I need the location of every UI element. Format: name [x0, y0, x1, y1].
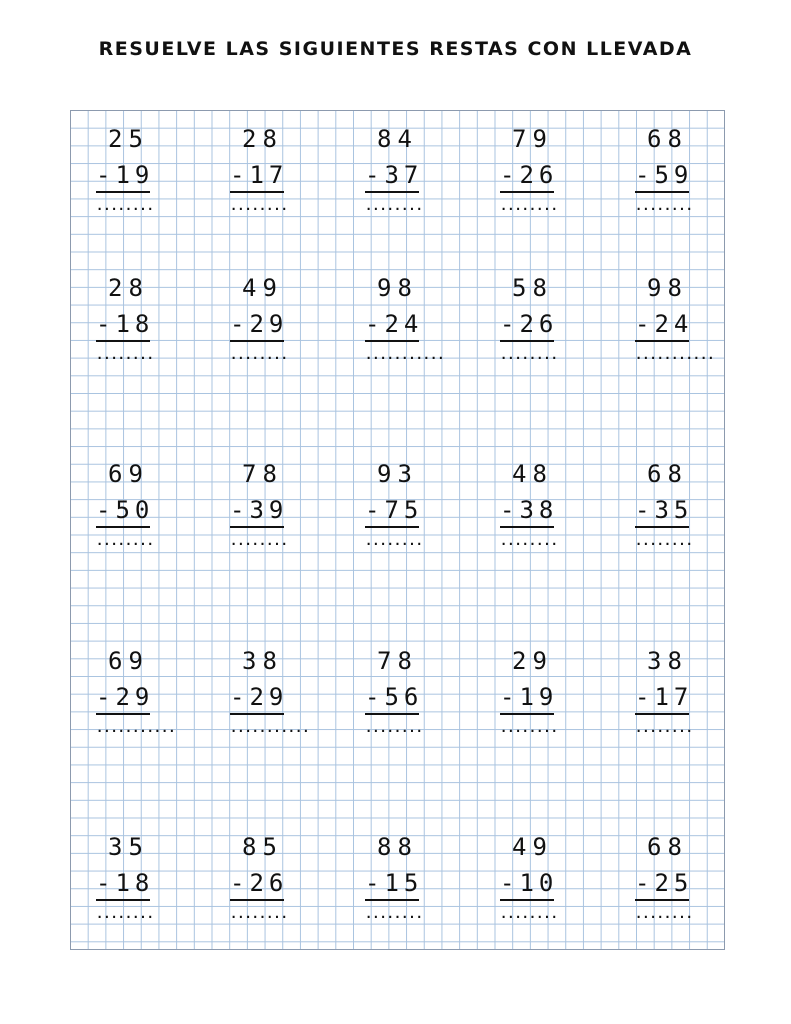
minuend: 28	[242, 125, 283, 153]
minuend: 49	[242, 274, 283, 302]
minuend: 79	[512, 125, 553, 153]
minuend: 98	[647, 274, 688, 302]
minuend: 78	[242, 460, 283, 488]
answer-blank[interactable]: ........	[365, 907, 423, 921]
minuend: 93	[377, 460, 418, 488]
answer-blank[interactable]: ........	[96, 907, 154, 921]
subtrahend: -29	[96, 683, 150, 715]
subtrahend: -24	[635, 310, 689, 342]
minuend: 38	[242, 647, 283, 675]
subtrahend: -15	[365, 869, 419, 901]
subtrahend: -75	[365, 496, 419, 528]
answer-blank[interactable]: ........	[365, 199, 423, 213]
minuend: 68	[647, 833, 688, 861]
minuend: 98	[377, 274, 418, 302]
subtrahend: -39	[230, 496, 284, 528]
minuend: 38	[647, 647, 688, 675]
subtrahend: -17	[230, 161, 284, 193]
answer-blank[interactable]: ........	[96, 199, 154, 213]
answer-blank[interactable]: ........	[365, 534, 423, 548]
subtrahend: -26	[500, 310, 554, 342]
answer-blank[interactable]: ........	[500, 534, 558, 548]
answer-blank[interactable]: ........	[365, 721, 423, 735]
minuend: 69	[108, 647, 149, 675]
subtrahend: -26	[230, 869, 284, 901]
answer-blank[interactable]: ........	[230, 199, 288, 213]
answer-blank[interactable]: ...........	[365, 348, 445, 362]
subtrahend: -18	[96, 869, 150, 901]
subtrahend: -19	[96, 161, 150, 193]
minuend: 69	[108, 460, 149, 488]
subtrahend: -56	[365, 683, 419, 715]
graph-paper-grid	[70, 110, 725, 950]
minuend: 78	[377, 647, 418, 675]
answer-blank[interactable]: ........	[635, 534, 693, 548]
answer-blank[interactable]: ........	[96, 534, 154, 548]
answer-blank[interactable]: ........	[635, 721, 693, 735]
answer-blank[interactable]: ...........	[230, 721, 310, 735]
subtrahend: -37	[365, 161, 419, 193]
answer-blank[interactable]: ........	[635, 907, 693, 921]
subtrahend: -10	[500, 869, 554, 901]
minuend: 58	[512, 274, 553, 302]
answer-blank[interactable]: ........	[96, 348, 154, 362]
answer-blank[interactable]: ........	[635, 199, 693, 213]
subtrahend: -29	[230, 683, 284, 715]
minuend: 25	[108, 125, 149, 153]
minuend: 68	[647, 460, 688, 488]
minuend: 49	[512, 833, 553, 861]
subtrahend: -18	[96, 310, 150, 342]
subtrahend: -38	[500, 496, 554, 528]
answer-blank[interactable]: ........	[500, 348, 558, 362]
subtrahend: -50	[96, 496, 150, 528]
minuend: 84	[377, 125, 418, 153]
minuend: 35	[108, 833, 149, 861]
answer-blank[interactable]: ........	[500, 199, 558, 213]
answer-blank[interactable]: ........	[230, 348, 288, 362]
subtrahend: -59	[635, 161, 689, 193]
answer-blank[interactable]: ........	[500, 721, 558, 735]
minuend: 29	[512, 647, 553, 675]
subtrahend: -26	[500, 161, 554, 193]
minuend: 28	[108, 274, 149, 302]
minuend: 68	[647, 125, 688, 153]
subtrahend: -19	[500, 683, 554, 715]
subtrahend: -24	[365, 310, 419, 342]
answer-blank[interactable]: ...........	[635, 348, 715, 362]
minuend: 88	[377, 833, 418, 861]
answer-blank[interactable]: ........	[230, 907, 288, 921]
answer-blank[interactable]: ...........	[96, 721, 176, 735]
answer-blank[interactable]: ........	[230, 534, 288, 548]
answer-blank[interactable]: ........	[500, 907, 558, 921]
minuend: 48	[512, 460, 553, 488]
subtrahend: -17	[635, 683, 689, 715]
subtrahend: -29	[230, 310, 284, 342]
subtrahend: -25	[635, 869, 689, 901]
minuend: 85	[242, 833, 283, 861]
worksheet-title: RESUELVE LAS SIGUIENTES RESTAS CON LLEVADA	[98, 38, 693, 60]
subtrahend: -35	[635, 496, 689, 528]
